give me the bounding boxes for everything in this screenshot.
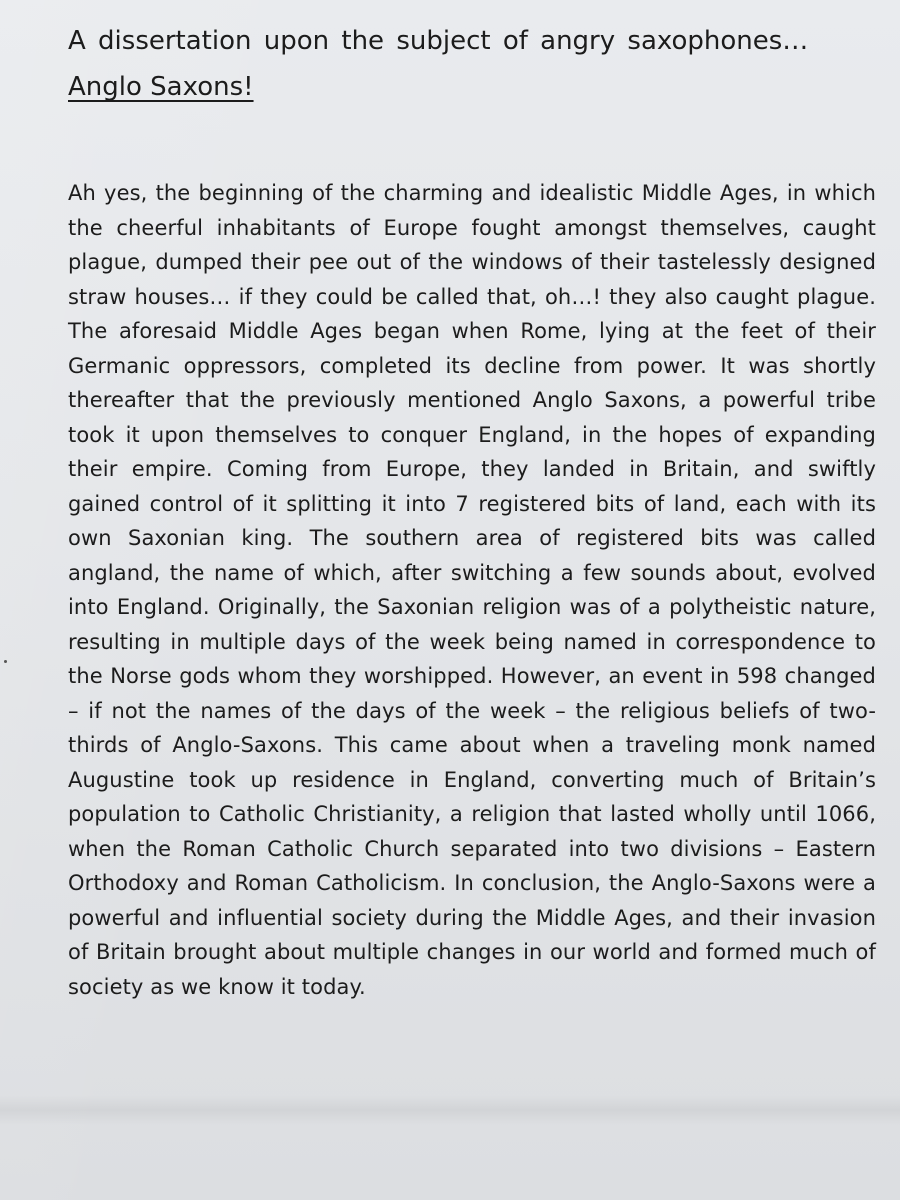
document-content bbox=[68, 18, 876, 1004]
pen-mark bbox=[4, 660, 7, 663]
document-title: A dissertation upon the subject of angry saxophones… bbox=[68, 26, 809, 56]
document-body: Ah yes, the beginning of the charming and idealistic Middle Ages, in which the cheerful inhabitants of Europe fought amongst themselves, caught plague, dumped their pee out of the windows of their tastelessly designed straw houses… if they could be called that, oh…! they also caught plague. The aforesaid Middle Ages began when Rome, lying at the feet of their Germanic oppressors, completed its decline from power. It was shortly thereafter that the previously mentioned Anglo Saxons, a powerful tribe took it upon themselves to conquer England, in the hopes of expanding their empire. Coming from Europe, they landed in Britain, and swiftly gained control of it splitting it into 7 registered bits of land, each with its own Saxonian king. The southern area of registered bits was called angland, the name of which, after switching a few sounds about, evolved into England. Originally, the Saxonian religion was of a polytheistic nature, resulting in multiple days of the week being named in correspondence to the Norse gods whom they worshipped. However, an event in 598 changed – if not the names of the days of the week – the religious beliefs of two-thirds of Anglo-Saxons. This came about when a traveling monk named Augustine took up residence in England, converting much of Britain’s population to Catholic Christianity, a religion that lasted wholly until 1066, when the Roman Catholic Church separated into two divisions – Eastern Orthodoxy and Roman Catholicism. In conclusion, the Anglo-Saxons were a powerful and influential society during the Middle Ages, and their invasion of Britain brought about multiple changes in our world and formed much of society as we know it today. bbox=[68, 181, 876, 999]
document-subtitle: Anglo Saxons! bbox=[68, 72, 254, 102]
paper-crease bbox=[0, 1095, 900, 1125]
